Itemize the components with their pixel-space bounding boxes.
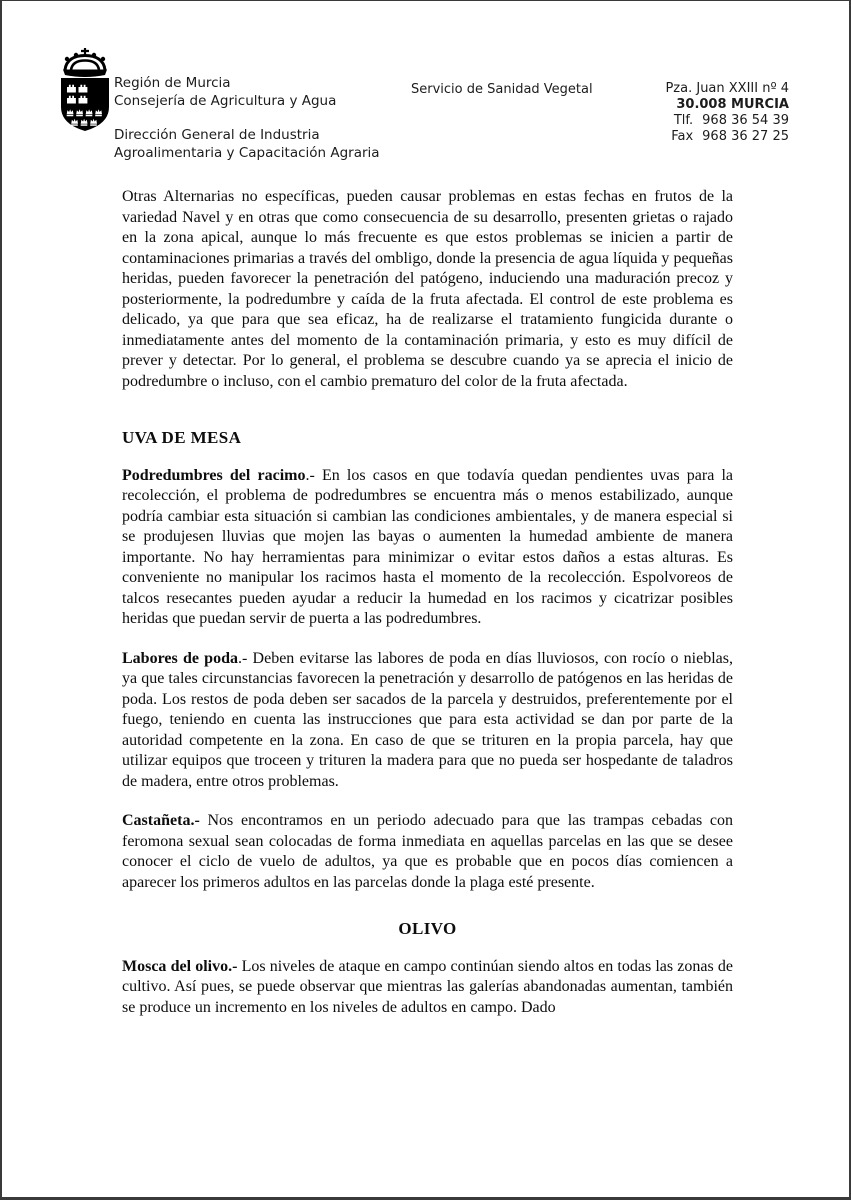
document-body	[122, 187, 733, 1018]
fax-label: Fax	[671, 129, 694, 144]
fax-number: 968 36 27 25	[702, 129, 789, 144]
phone-label: Tlf.	[673, 113, 694, 128]
section-heading-uva-de-mesa: UVA DE MESA	[122, 428, 242, 447]
shield-icon	[61, 78, 109, 131]
paragraph-text: Los niveles de ataque en campo continúan siendo altos en todas las zonas de cultivo. Así pues, se puede observar que mientras las galerías abandonadas aumentan, también se produce un incremento en los niveles de adultos en campo. Dado	[122, 957, 734, 1016]
service-name: Servicio de Sanidad Vegetal	[411, 82, 593, 97]
paragraph-lead: Castañeta.-	[122, 812, 200, 829]
paragraph-lead: Podredumbres del racimo	[122, 466, 306, 484]
phone-line	[665, 113, 789, 129]
letterhead	[2, 1, 849, 171]
murcia-coat-of-arms-logo	[56, 47, 114, 147]
phone-number: 968 36 54 39	[702, 113, 789, 128]
department-block	[114, 127, 380, 162]
crown-icon	[63, 48, 107, 77]
address-block	[665, 81, 789, 145]
org-region-name: Región de Murcia	[114, 75, 231, 91]
fax-line	[665, 129, 789, 145]
paragraph-alternarias: Otras Alternarias no específicas, pueden causar problemas en estas fechas en frutos de la variedad Navel y en otras que como consecuencia de su desarrollo, presenten grietas o rajado en la zona apical, aunque lo más frecuente es que estos problemas se inicien a partir de contaminaciones primarias a través del ombligo, donde la presencia de agua líquida y pequeñas heridas, pueden favorecer la penetración del patógeno, induciendo una maduración precoz y posteriormente, la podredumbre y caída de la fruta afectada. El control de este problema es delicado, ya que para que sea eficaz, ha de realizarse el tratamiento fungicida durante o inmediatamente antes del momento de la contaminación primaria, y esto es muy difícil de prever y detectar. Por lo general, el problema se descubre cuando ya se aprecia el inicio de podredumbre o incluso, con el cambio prematuro del color de la fruta afectada.	[122, 188, 733, 390]
dept-line2: Agroalimentaria y Capacitación Agraria	[114, 144, 380, 161]
organization-block	[114, 75, 336, 110]
paragraph-text: .- En los casos en que todavía quedan pendientes uvas para la recolección, el problema de podredumbres se encuentra más o menos estabilizado, aunque podría cambiar esta situación si cambian las condiciones ambientales, y de manera especial si se produjesen lluvias que mojen las bayas o aumenten la humedad ambiente de manera importante. No hay herramientas para minimizar o evitar estos daños a estas alturas. Es conveniente no manipular los racimos hasta el momento de la recolección. Espolvoreos de talcos resecantes pueden ayudar a reducir la humedad en los racimos y cicatrizar posibles heridas que puedan servir de puerta a las podredumbres.	[122, 466, 734, 627]
paragraph-mosca-del-olivo	[122, 957, 733, 1019]
paragraph-text: Nos encontramos en un periodo adecuado para que las trampas cebadas con feromona sexual sean colocadas de forma inmediata en aquellas parcelas en las que se desee conocer el ciclo de vuelo de adultos, ya que es probable que en pocos días comiencen a aparecer los primeros adultos en las parcelas donde la plaga esté presente.	[122, 812, 733, 891]
org-consejeria-name: Consejería de Agricultura y Agua	[114, 92, 337, 109]
paragraph-castaneta	[122, 811, 733, 893]
dept-line1: Dirección General de Industria	[114, 127, 320, 143]
paragraph-podredumbres-del-racimo	[122, 466, 733, 630]
section-heading-olivo: OLIVO	[398, 919, 457, 938]
address-street: Pza. Juan XXIII nº 4	[665, 81, 789, 96]
paragraph-lead: Mosca del olivo.-	[122, 957, 238, 975]
address-city: 30.008 MURCIA	[676, 97, 789, 112]
paragraph-lead: Labores de poda	[122, 649, 238, 667]
paragraph-labores-de-poda	[122, 649, 733, 793]
paragraph-text: .- Deben evitarse las labores de poda en días lluviosos, con rocío o nieblas, ya que tales circunstancias favorecen la penetración y desarrollo de patógenos en las heridas de poda. Los restos de poda deben ser sacados de la parcela y destruidos, preferentemente por el fuego, teniendo en cuenta las instrucciones que para esta actividad se dan por parte de la autoridad competente en la zona. En caso de que se trituren en la propia parcela, hay que utilizar equipos que troceen y trituren la madera para que no pueda ser hospedante de taladros de madera, entre otros problemas.	[122, 649, 733, 790]
coat-of-arms-icon	[56, 47, 114, 147]
